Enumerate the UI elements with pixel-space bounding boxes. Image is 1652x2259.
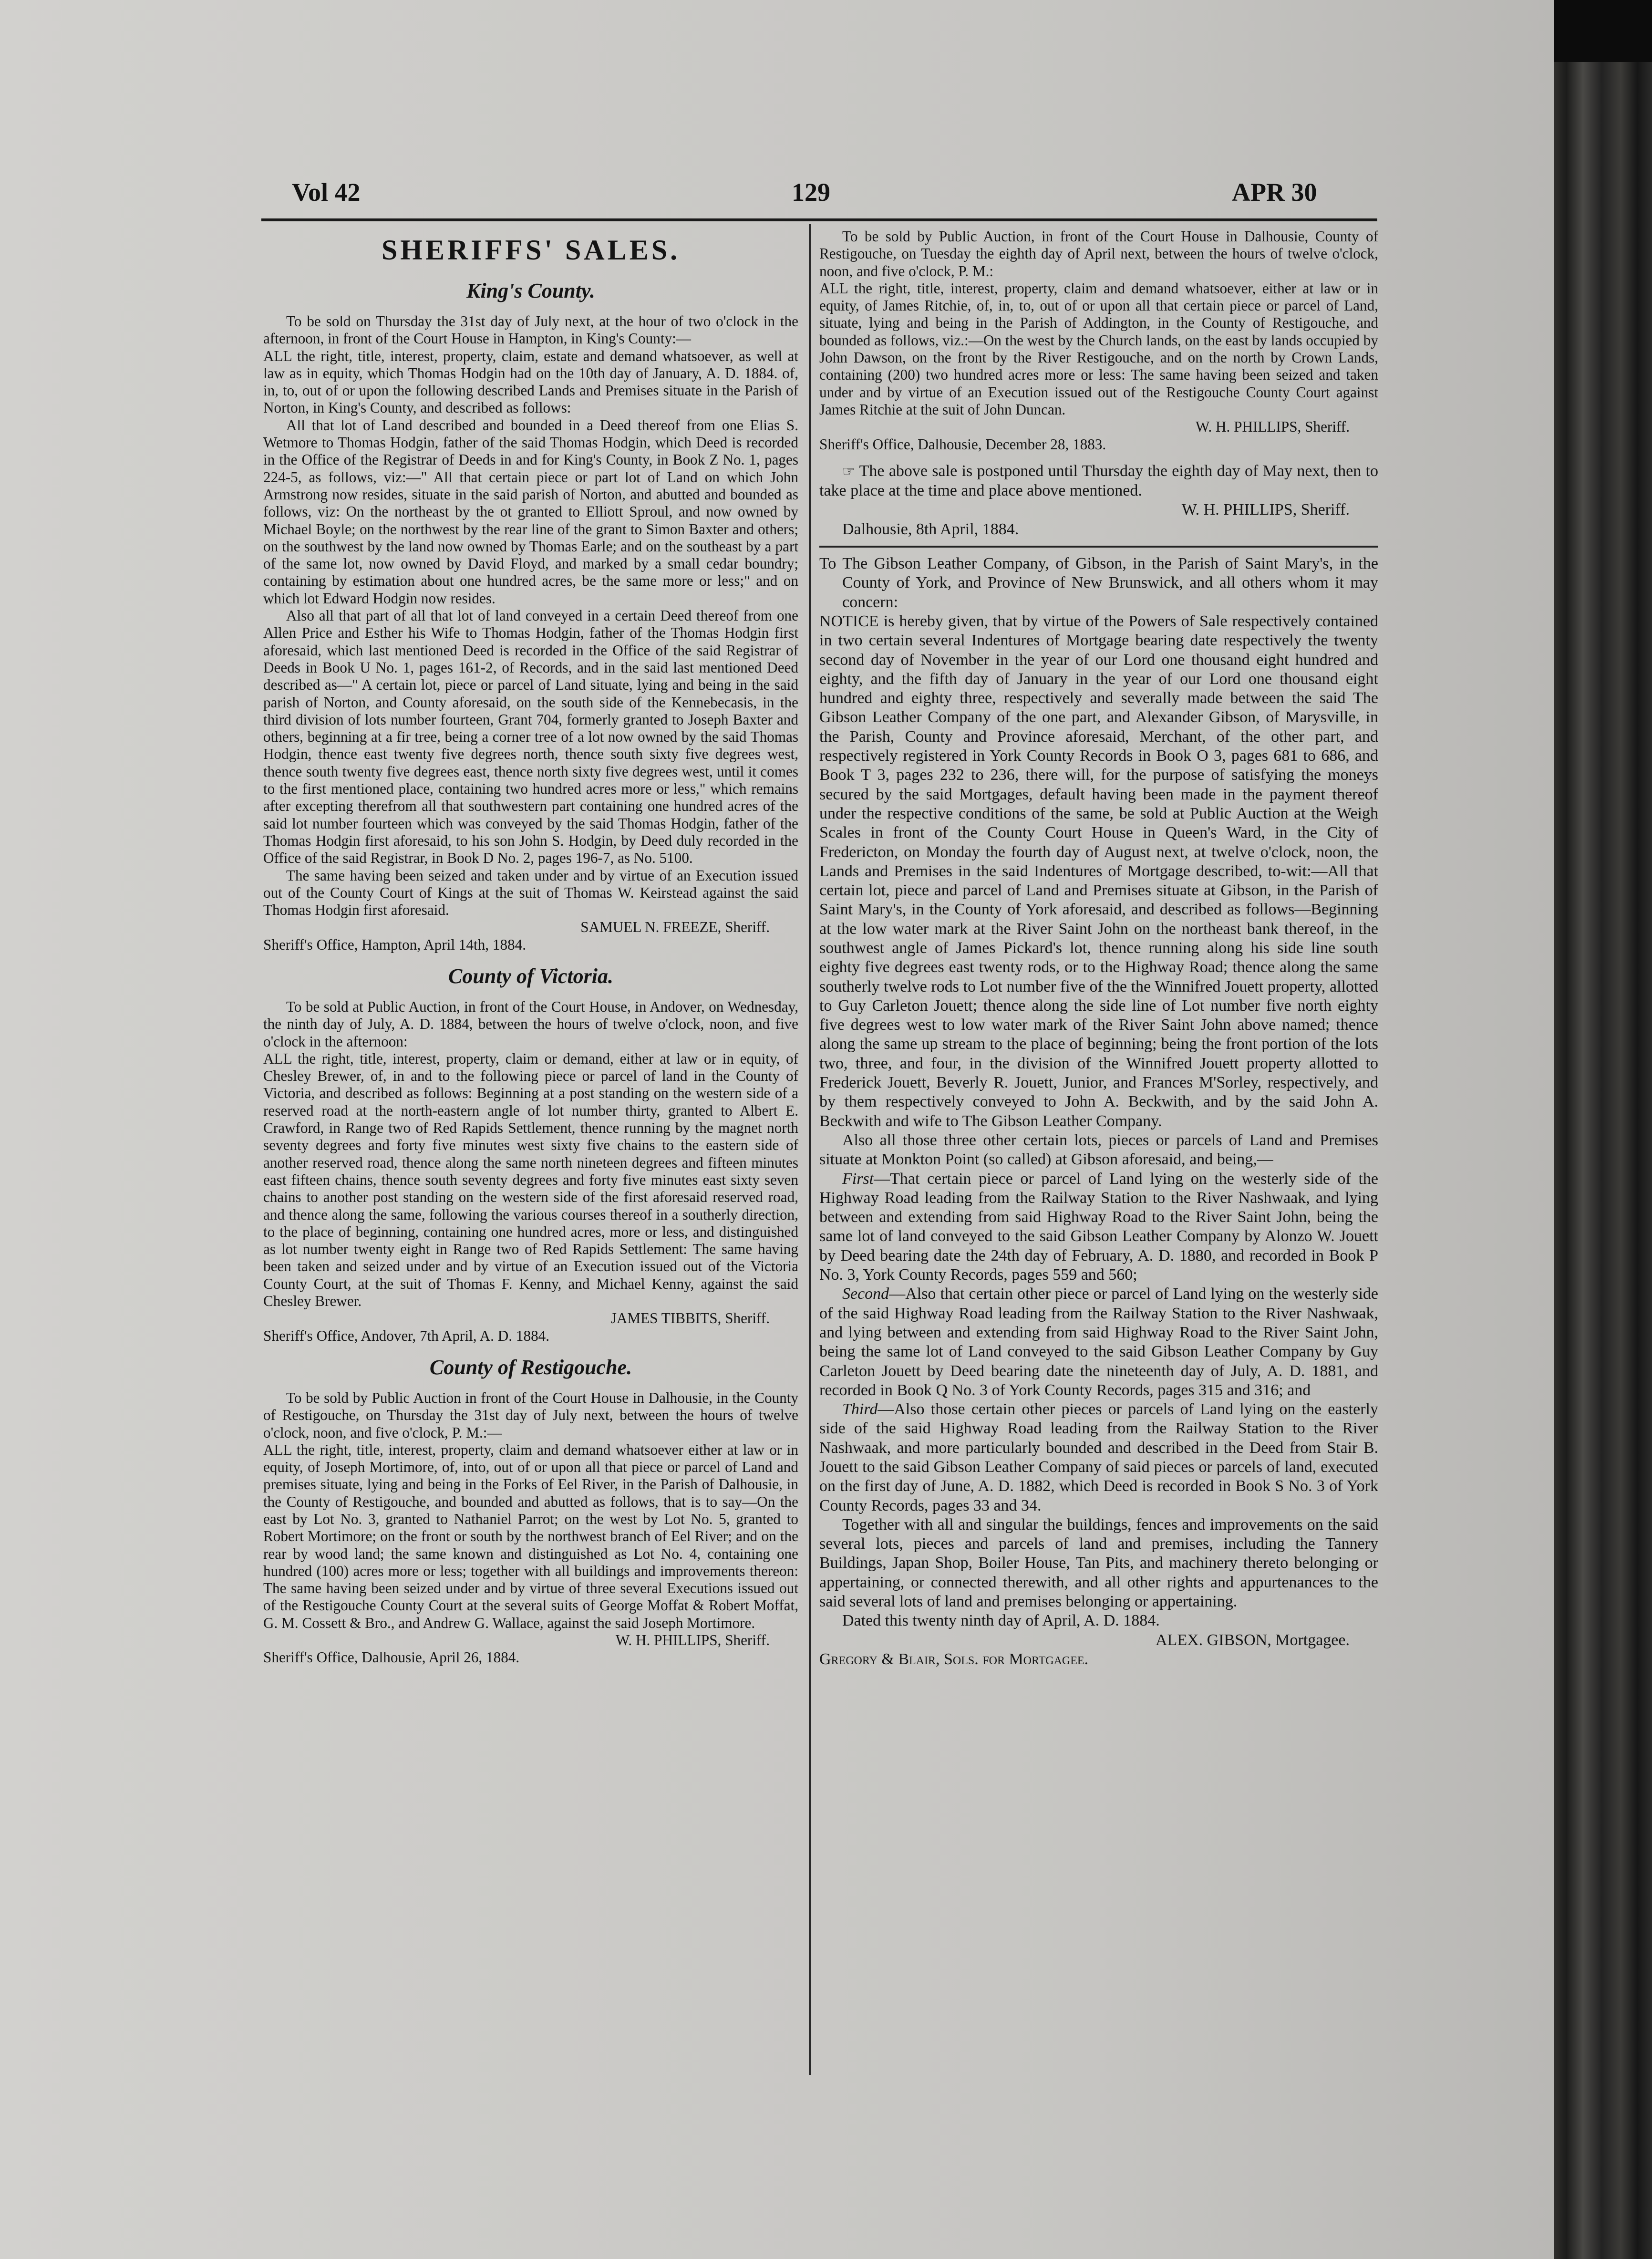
kings-sale-second-lot: Also all that part of all that lot of land conveyed in a certain Deed thereof from one Allen Price and Esther his Wife to Thomas Hodgin, father of the Thomas Hodgin first aforesaid, which last mentioned Deed is recorded in the Office of the said Registrar of Deeds in Book U No. 1, pages 161-2, of Records, and in the said last mentioned Deed described as—" A certain lot, piece or parcel of Land situate, lying and being in the said parish of Norton, and County aforesaid, on the south side of the Kennebecasis, in the third division of lots number fourteen, Grant 704, formerly granted to Joseph Baxter and others, beginning at a fir tree, being a corner tree of a lot now owned by the said Thomas Hodgin, thence east twenty five degrees north, thence south sixty five degrees west, thence south twenty five degrees east, thence north sixty five degrees west, until it comes to the first mentioned place, containing two hundred acres more or less," which remains after excepting therefrom all that southwestern part containing one hundred acres of the said lot number fourteen which was conveyed by the said Thomas Hodgin, father of the Thomas Hodgin first aforesaid, to his son John S. Hodgin, by Deed duly recorded in the Office of the said Registrar, in Book D No. 2, pages 196-7, as No. 5100. [263,607,798,867]
third-label: Third [842,1400,878,1419]
gibson-appurtenances: Together with all and singular the buildings, fences and improvements on the said several lots, pieces and parcels of land and premises, including the Tannery Buildings, Japan Shop, Boiler House, Tan Pits, and machinery thereto belonging or appertaining, or connected therewith, and all other rights and appurtenances to the said several lots of land and premises belonging or appertaining. [819,1515,1378,1611]
gibson-third-lot [819,1400,1378,1515]
postponement-notice [819,462,1378,501]
book-page-edges [1548,62,1652,2259]
ritchie-sale-intro: To be sold by Public Auction, in front of the Court House in Dalhousie, County of Restigouche, on Tuesday the eighth day of April next, between the hours of twelve o'clock, noon, and five o'clock, P. M.: [819,228,1378,280]
ritchie-sheriff-office: Sheriff's Office, Dalhousie, December 28, 1883. [819,435,1106,453]
kings-sale-seizure: The same having been seized and taken under and by virtue of an Execution issued out of the County Court of Kings at the suit of Thomas W. Keirstead against the said Thomas Hodgin first aforesaid. [263,867,798,919]
victoria-county-heading: County of Victoria. [448,964,613,988]
restigouche-sheriff-office: Sheriff's Office, Dalhousie, April 26, 1884. [263,1649,520,1666]
kings-county-heading: King's County. [466,279,595,302]
kings-sale-first-lot: All that lot of Land described and bounded in a Deed thereof from one Elias S. Wetmore to Thomas Hodgin, father of the said Thomas Hodgin, which Deed is recorded in the Office of the Registrar of Deeds in and for King's County, in Book Z No. 1, pages 224-5, as follows, viz:—" All that certain piece or part lot of Land on which John Armstrong now resides, situate in the said parish of Norton, and abutted and bounded as follows, viz: On the northeast by the ot granted to Elliott Sproul, and now owned by Michael Boyle; on the northwest by the rear line of the grant to Simon Baxter and others; on the southwest by the land now owned by Thomas Earle; and on the southeast by a part of the same lot, now owned by David Floyd, and marked by a small cedar boundry; containing by estimation about one hundred acres, be the same more or less;" and on which lot Edward Hodgin now resides. [263,416,798,607]
ritchie-sheriff-signature: W. H. PHILLIPS, Sheriff. [1195,418,1350,435]
gibson-dated: Dated this twenty ninth day of April, A. D. 1884. [842,1612,1160,1630]
kings-sheriff-office: Sheriff's Office, Hampton, April 14th, 1884. [263,936,527,953]
pointing-hand-icon: ☞ [842,463,855,479]
volume-label: Vol 42 [292,178,361,207]
gibson-mortgagee: ALEX. GIBSON, Mortgagee. [1156,1631,1350,1649]
third-lot-text: —Also those certain other pieces or parcels of Land lying on the easterly side of the said Highway Road leading from the Railway Station to the River Nashwaak, and more particularly bounded and described in the Deed from Stair B. Jouett to the said Gibson Leather Company of said pieces or parcels of land, executed on the first day of June, A. D. 1882, which Deed is recorded in Book S No. 3 of York County Records, pages 33 and 34. [819,1400,1378,1514]
page-number: 129 [792,178,830,207]
gibson-address: To The Gibson Leather Company, of Gibson, in the Parish of Saint Mary's, in the County of York, and Province of New Brunswick, and all others whom it may concern: [819,555,1378,611]
kings-sheriff-signature: SAMUEL N. FREEZE, Sheriff. [580,919,770,936]
running-header [0,177,1554,216]
kings-sale-rights: ALL the right, title, interest, property, claim, estate and demand whatsoever, as well at law as in equity, which Thomas Hodgin had on the 10th day of January, A. D. 1884. of, in, to, out of or upon the following described Lands and Premises situate in the Parish of Norton, in King's County, and described as follows: [263,347,798,416]
right-column [819,228,1378,1669]
issue-date: APR 30 [1232,178,1317,207]
section-banner: SHERIFFS' SALES. [381,234,681,266]
left-column [263,228,798,1667]
second-lot-text: —Also that certain other piece or parcel of Land lying on the westerly side of the said Highway Road leading from the Railway Station to the River Nashwaak, and lying between and extending from said Highway Road to the River Saint John, being the same lot of Land conveyed to the said Gibson Leather Company by Guy Carleton Jouett by Deed bearing date the nineteenth day of July, A. D. 1881, and recorded in Book Q No. 3 of York County Records, pages 315 and 316; and [819,1285,1378,1399]
column-divider [809,224,811,2075]
gibson-first-lot [819,1170,1378,1285]
postponement-text: The above sale is postponed until Thursday the eighth day of May next, then to take place at the time and place above mentioned. [819,462,1378,500]
gibson-also-lots: Also all those three other certain lots, pieces or parcels of Land and Premises situate at Monkton Point (so called) at Gibson aforesaid, and being,— [819,1131,1378,1169]
gibson-solicitors: Gregory & Blair, Sols. for Mortgagee. [819,1650,1089,1668]
postponement-signature: W. H. PHILLIPS, Sheriff. [1181,501,1350,519]
restigouche-county-heading: County of Restigouche. [429,1355,632,1379]
gibson-second-lot [819,1285,1378,1400]
first-lot-text: —That certain piece or parcel of Land lying on the westerly side of the Highway Road leading from the Railway Station to the River Nashwaak, and lying between and extending from said Highway Road to the River Saint John, being the same lot of land conveyed to the said Gibson Leather Company by Alonzo W. Jouett by Deed bearing date the 24th day of February, A. D. 1880, and recorded in Book P No. 3, York County Records, pages 559 and 560; [819,1170,1378,1284]
restigouche-sale-body: ALL the right, title, interest, property, claim and demand whatsoever either at law or in equity, of Joseph Mortimore, of, into, out of or upon all that piece or parcel of Land and premises situate, lying and being in the Forks of Eel River, in the Parish of Dalhousie, in the County of Restigouche, and bounded and abutted as follows, that is to say—On the east by Lot No. 3, granted to Nathaniel Parrot; on the west by Lot No. 5, granted to Robert Mortimore; on the front or south by the northwest branch of Eel River; and on the rear by wood land; the same known and distinguished as Lot No. 4, containing one hundred (100) acres more or less; together with all buildings and improvements thereon: The same having been seized under and by virtue of three several Executions issued out of the Restigouche County Court at the several suits of George Moffat & Robert Moffat, G. M. Cossett & Bro., and Andrew G. Wallace, against the said Joseph Mortimore. [263,1441,798,1631]
second-label: Second [842,1285,889,1303]
ritchie-sale [819,228,1378,453]
restigouche-sheriff-signature: W. H. PHILLIPS, Sheriff. [615,1632,770,1649]
restigouche-sale-intro: To be sold by Public Auction in front of the Court House in Dalhousie, in the County of Restigouche, on Thursday the 31st day of July next, between the hours of twelve o'clock, noon, and five o'clock, P. M.:— [263,1389,798,1441]
header-rule [261,218,1377,221]
postponement-date: Dalhousie, 8th April, 1884. [842,520,1019,538]
ritchie-sale-body: ALL the right, title, interest, property, claim and demand whatsoever, either at law or in equity, of James Ritchie, of, in, to, out of or upon all that certain piece or parcel of Land, situate, lying and being in the Parish of Addington, in the County of Restigouche, and bounded as follows, viz.:—On the west by the Church lands, on the east by lands occupied by John Dawson, on the front by the River Restigouche, and on the north by Crown Lands, containing (200) two hundred acres more or less: The same having been seized and taken under and by virtue of an Execution issued out of the Restigouche County Court against James Ritchie at the suit of John Duncan. [819,280,1378,418]
section-separator [819,546,1378,548]
victoria-sheriff-office: Sheriff's Office, Andover, 7th April, A. D. 1884. [263,1327,550,1344]
first-label: First [842,1170,874,1188]
kings-sale-intro: To be sold on Thursday the 31st day of July next, at the hour of two o'clock in the afternoon, in front of the Court House in Hampton, in King's County:— [263,313,798,347]
gibson-notice: NOTICE is hereby given, that by virtue of the Powers of Sale respectively contained in two certain several Indentures of Mortgage bearing date respectively the twenty second day of November in the year of our Lord one thousand eight hundred and eighty, and the fifth day of January in the year of our Lord one thousand eight hundred and eighty three, respectively and severally made between the said The Gibson Leather Company of the one part, and Alexander Gibson, of Marysville, in the Parish, County and Province aforesaid, Merchant, of the other part, and respectively registered in York County Records in Book O 3, pages 681 to 686, and Book T 3, pages 232 to 236, there will, for the purpose of satisfying the moneys secured by the said Mortgages, default having been made in the payment thereof under the respective conditions of the same, be sold at Public Auction at the Weigh Scales in front of the County Court House in Queen's Ward, in the City of Fredericton, on Monday the fourth day of August next, at twelve o'clock, noon, the Lands and Premises in the said Indentures of Mortgage described, to-wit:—All that certain lot, piece and parcel of Land and Premises situate at Gibson, in the Parish of Saint Mary's, in the County of York aforesaid, and described as follows—Beginning at the low water mark at the River Saint John on the northeast bank thereof, in the southwest angle of James Pickard's lot, thence running along his side line south eighty five degrees east twenty rods, or to the Highway Road; thence along the same southerly twelve rods to Lot number five of the the Winnifred Jouett property, allotted to Guy Carleton Jouett; thence along the side line of Lot number five north eighty five degrees west to low water mark of the River Saint John above named; thence along the same up stream to the place of beginning; being the front portion of the lots two, three, and four, in the division of the Winnifred Jouett property allotted to Frederick Jouett, Beverly R. Jouett, Junior, and Frances M'Sorley, respectively, and by them respectively conveyed to John A. Beckwith, and by the said John A. Beckwith and wife to The Gibson Leather Company. [819,612,1378,1130]
victoria-sheriff-signature: JAMES TIBBITS, Sheriff. [610,1310,770,1327]
victoria-sale-intro: To be sold at Public Auction, in front of the Court House, in Andover, on Wednesday, the ninth day of July, A. D. 1884, between the hours of twelve o'clock, noon, and five o'clock in the afternoon: [263,998,798,1050]
victoria-sale-body: ALL the right, title, interest, property, claim or demand, either at law or in equity, of Chesley Brewer, of, in and to the following piece or parcel of land in the County of Victoria, and described as follows: Beginning at a post standing on the western side of a reserved road at the north-eastern angle of lot number thirty, granted to Albert E. Crawford, in Range two of Red Rapids Settlement, thence running by the magnet north seventy degrees and forty five minutes west sixty five chains to the eastern side of another reserved road, thence along the same north nineteen degrees and fifteen minutes east fifteen chains, thence south seventy degrees and forty five minutes east sixty seven chains to another post standing on the western side of the first aforesaid reserved road, and thence along the same, following the various courses thereof in a southerly direction, to the place of beginning, containing one hundred acres, more or less, and distinguished as lot number twenty eight in Range two of Red Rapids Settlement: The same having been taken and seized under and by virtue of an Execution issued out of the Victoria County Court, at the suit of Thomas F. Kenny, and Michael Kenny, against the said Chesley Brewer. [263,1050,798,1310]
